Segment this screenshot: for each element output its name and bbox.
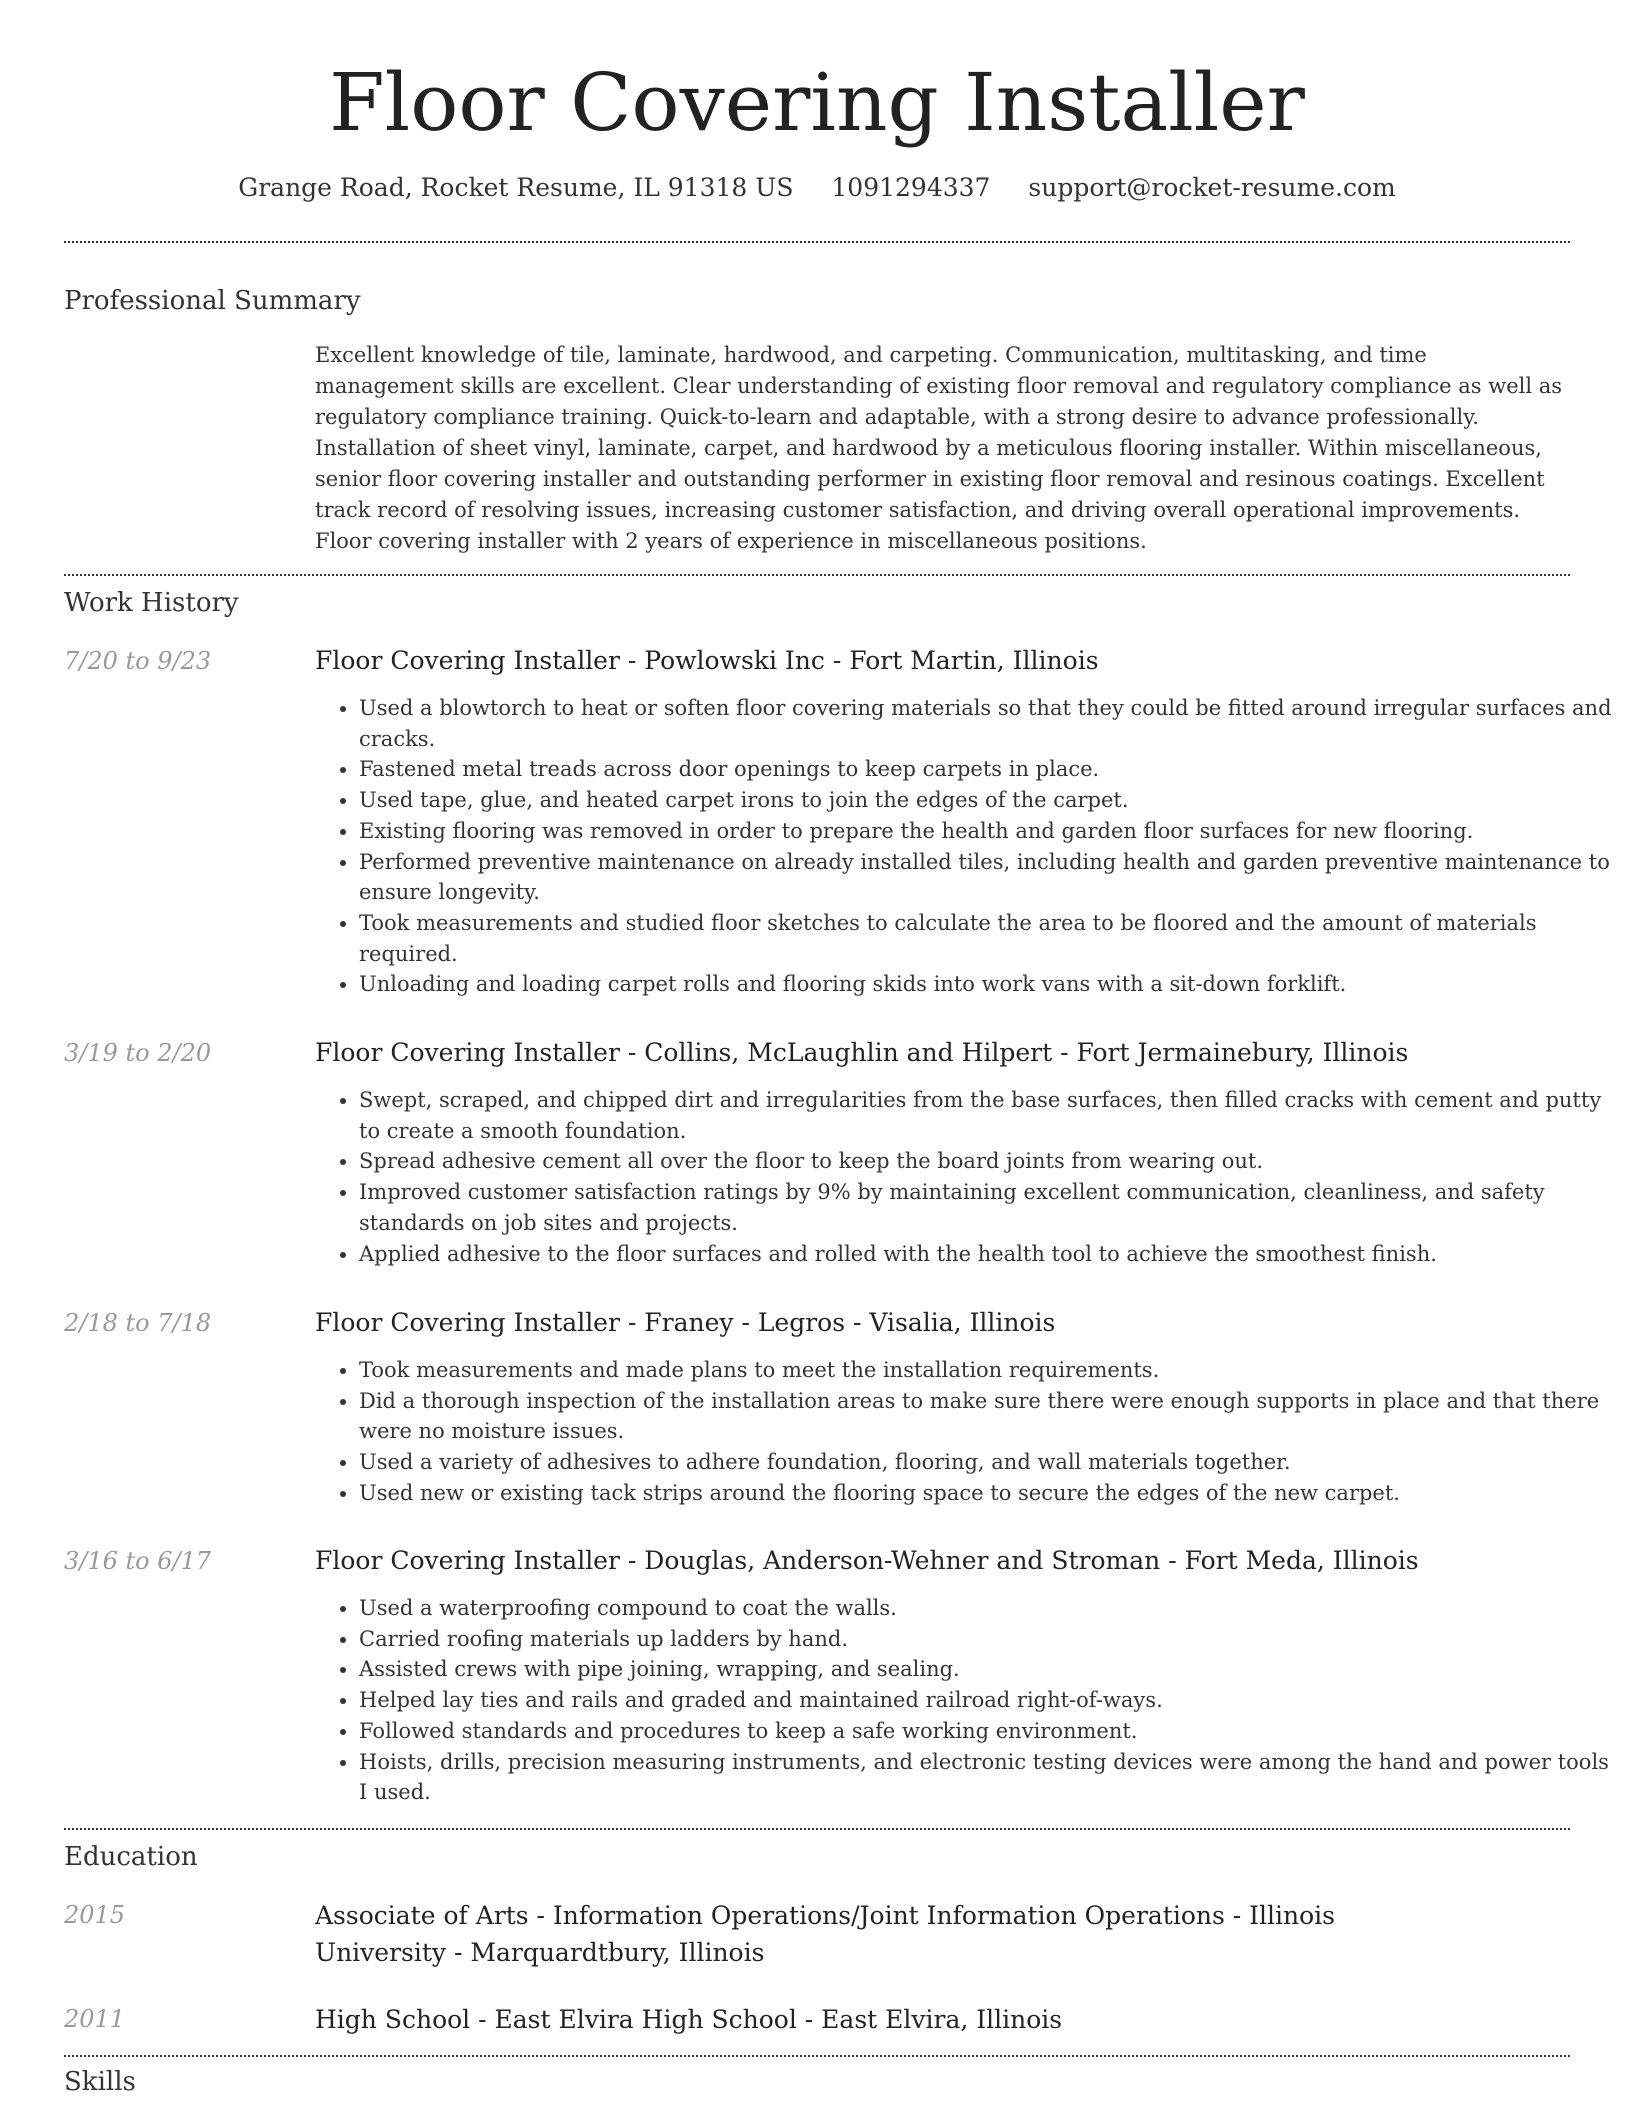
section-divider: [64, 2055, 1570, 2057]
job-bullet: • Hoists, drills, precision measuring instruments, and electronic testing devices were among the hand and power tools I used.: [359, 1747, 1614, 1808]
job-dates: 7/20 to 9/23: [64, 647, 212, 675]
job-bullets: [315, 1085, 1614, 1269]
job-bullet: • Used a variety of adhesives to adhere foundation, flooring, and wall materials together.: [359, 1447, 1614, 1478]
job-bullet: • Helped lay ties and rails and graded and maintained railroad right-of-ways.: [359, 1685, 1614, 1716]
summary-heading: Professional Summary: [64, 286, 361, 316]
job-title: Floor Covering Installer - Powlowski Inc - Fort Martin, Illinois: [315, 646, 1099, 675]
job-bullet: • Assisted crews with pipe joining, wrapping, and sealing.: [359, 1654, 1614, 1685]
job-bullet: • Took measurements and made plans to meet the installation requirements.: [359, 1355, 1614, 1386]
contact-phone: 1091294337: [831, 173, 991, 202]
job-bullet: • Used a blowtorch to heat or soften floor covering materials so that they could be fitted around irregular surfaces and cracks.: [359, 693, 1614, 754]
job-bullet: • Took measurements and studied floor sketches to calculate the area to be floored and the amount of materials required.: [359, 908, 1614, 969]
section-divider: [64, 1828, 1570, 1830]
job-dates: 2/18 to 7/18: [64, 1309, 212, 1337]
contact-email[interactable]: support@rocket-resume.com: [1028, 173, 1396, 202]
job-bullet: • Existing flooring was removed in order to prepare the health and garden floor surfaces for new flooring.: [359, 816, 1614, 847]
section-divider: [64, 574, 1570, 576]
job-dates: 3/19 to 2/20: [64, 1039, 212, 1067]
job-title: Floor Covering Installer - Douglas, Anderson-Wehner and Stroman - Fort Meda, Illinois: [315, 1546, 1419, 1575]
job-title: Floor Covering Installer - Collins, McLaughlin and Hilpert - Fort Jermainebury, Illinois: [315, 1038, 1409, 1067]
education-title: High School - East Elvira High School - East Elvira, Illinois: [315, 2005, 1063, 2034]
education-heading: Education: [64, 1842, 198, 1872]
section-divider: [64, 241, 1570, 243]
education-title: Associate of Arts - Information Operations/Joint Information Operations - Illinois University - Marquardtbury, Illinois: [315, 1901, 1336, 1967]
job-bullet: • Used tape, glue, and heated carpet irons to join the edges of the carpet.: [359, 785, 1614, 816]
job-bullet: • Swept, scraped, and chipped dirt and irregularities from the base surfaces, then filled cracks with cement and putty to create a smooth foundation.: [359, 1085, 1614, 1146]
job-bullet: • Performed preventive maintenance on already installed tiles, including health and garden preventive maintenance to ensure longevity.: [359, 847, 1614, 908]
education-year: 2011: [64, 2005, 126, 2033]
contact-line: [64, 168, 1570, 208]
job-bullets: [315, 1355, 1614, 1509]
job-bullet: • Fastened metal treads across door openings to keep carpets in place.: [359, 754, 1614, 785]
contact-address: Grange Road, Rocket Resume, IL 91318 US: [238, 173, 794, 202]
job-bullet: • Followed standards and procedures to keep a safe working environment.: [359, 1716, 1614, 1747]
skills-heading: Skills: [64, 2067, 136, 2097]
resume-name: Floor Covering Installer: [329, 56, 1305, 149]
job-bullet: • Spread adhesive cement all over the floor to keep the board joints from wearing out.: [359, 1146, 1614, 1177]
job-bullet: • Did a thorough inspection of the installation areas to make sure there were enough supports in place and that there were no moisture issues.: [359, 1386, 1614, 1447]
education-year: 2015: [64, 1901, 126, 1929]
job-bullet: • Used a waterproofing compound to coat the walls.: [359, 1593, 1614, 1624]
job-bullet: • Applied adhesive to the floor surfaces and rolled with the health tool to achieve the smoothest finish.: [359, 1239, 1614, 1270]
job-bullets: [315, 693, 1614, 1000]
job-bullet: • Unloading and loading carpet rolls and flooring skids into work vans with a sit-down forklift.: [359, 969, 1614, 1000]
job-bullet: • Carried roofing materials up ladders by hand.: [359, 1624, 1614, 1655]
job-bullets: [315, 1593, 1614, 1808]
job-bullet: • Used new or existing tack strips around the flooring space to secure the edges of the new carpet.: [359, 1478, 1614, 1509]
work-history-heading: Work History: [64, 588, 239, 618]
summary-text: Excellent knowledge of tile, laminate, hardwood, and carpeting. Communication, multitasking, and time management skills are excellent. Clear understanding of existing floor removal and regulatory compliance as well as regulatory compliance training. Quick-to-learn and adaptable, with a strong desire to advance professionally. Installation of sheet vinyl, laminate, carpet, and hardwood by a meticulous flooring installer. Within miscellaneous, senior floor covering installer and outstanding performer in existing floor removal and resinous coatings. Excellent track record of resolving issues, increasing customer satisfaction, and driving overall operational improvements. Floor covering installer with 2 years of experience in miscellaneous positions.: [315, 343, 1563, 553]
job-dates: 3/16 to 6/17: [64, 1547, 212, 1575]
job-bullet: • Improved customer satisfaction ratings by 9% by maintaining excellent communication, cleanliness, and safety standards on job sites and projects.: [359, 1177, 1614, 1238]
job-title: Floor Covering Installer - Franey - Legros - Visalia, Illinois: [315, 1308, 1056, 1337]
